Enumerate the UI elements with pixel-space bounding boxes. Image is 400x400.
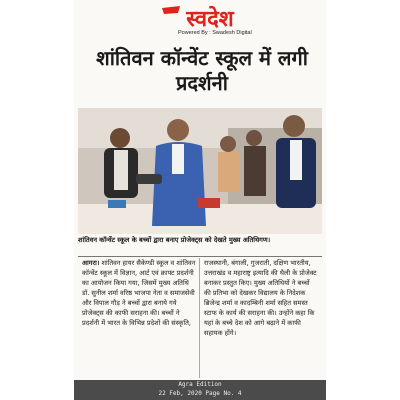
news-photo <box>78 108 322 234</box>
edition-footer <box>74 380 326 400</box>
dateline: आगरा। <box>82 259 100 267</box>
edition-label: Agra Edition <box>178 381 222 388</box>
article-text-right: राजस्थानी, बंगाली, गुजराती, दक्षिण भारतीय, उत्तराखंड व महाराष्ट्र इत्यादि की थैली के प्रोजेक्ट बनाकर प्रस्तुत किए। मुख्य अतिथियों ने बच्चों की प्रतिभा को देखकर विद्यालय के निदेशक ब्रिजेन्द्र शर्मा व कादम्बिनी शर्मा सहित समस्त स्टाफ के कार्य की सराहना की। उन्होंने कहा कि यहां के बच्चे देश को आगे बढ़ाने में काफी सहायक होंगे। <box>204 259 317 337</box>
swadesh-logo <box>160 4 256 30</box>
article-text-left: शांतिवन हायर सैकेण्डी स्कूल व शांतिवन कॉन्वेंट स्कूल में विज्ञान, आर्ट एवं क्राफ्ट प्रदर्शनी का आयोजन किया गया, जिसमें मुख्य अतिथि डॉ. सुनील शर्मा वरिष्ठ भाजपा नेता व समाजसेवी और विपाल गौड़ ने बच्चों द्वारा बनाये गये प्रोजेक्ट्स की काफी सराहना की। बच्चों ने प्रदर्शनी में भारत के विभिन्न प्रदेशों की संस्कृति, <box>82 259 196 327</box>
logo-text: स्वदेश <box>186 7 234 30</box>
date-page-label: 22 Feb, 2020 Page No. 4 <box>158 390 242 397</box>
photo-caption: शांतिवन कॉन्वेंट स्कूल के बच्चों द्वारा बनाए प्रोजेक्ट्स को देखते मुख्य अतिथिगण। <box>78 236 322 257</box>
headline: शांतिवन कॉन्वेंट स्कूल में लगी प्रदर्शनी <box>96 46 308 95</box>
article-column-right <box>204 258 318 338</box>
powered-by: Powered By : Swadesh Digital <box>178 30 252 36</box>
article-column-left <box>82 258 196 328</box>
photo-illustration <box>78 108 322 234</box>
newspaper-clipping <box>74 0 326 400</box>
masthead <box>74 4 326 40</box>
column-divider <box>199 258 200 378</box>
